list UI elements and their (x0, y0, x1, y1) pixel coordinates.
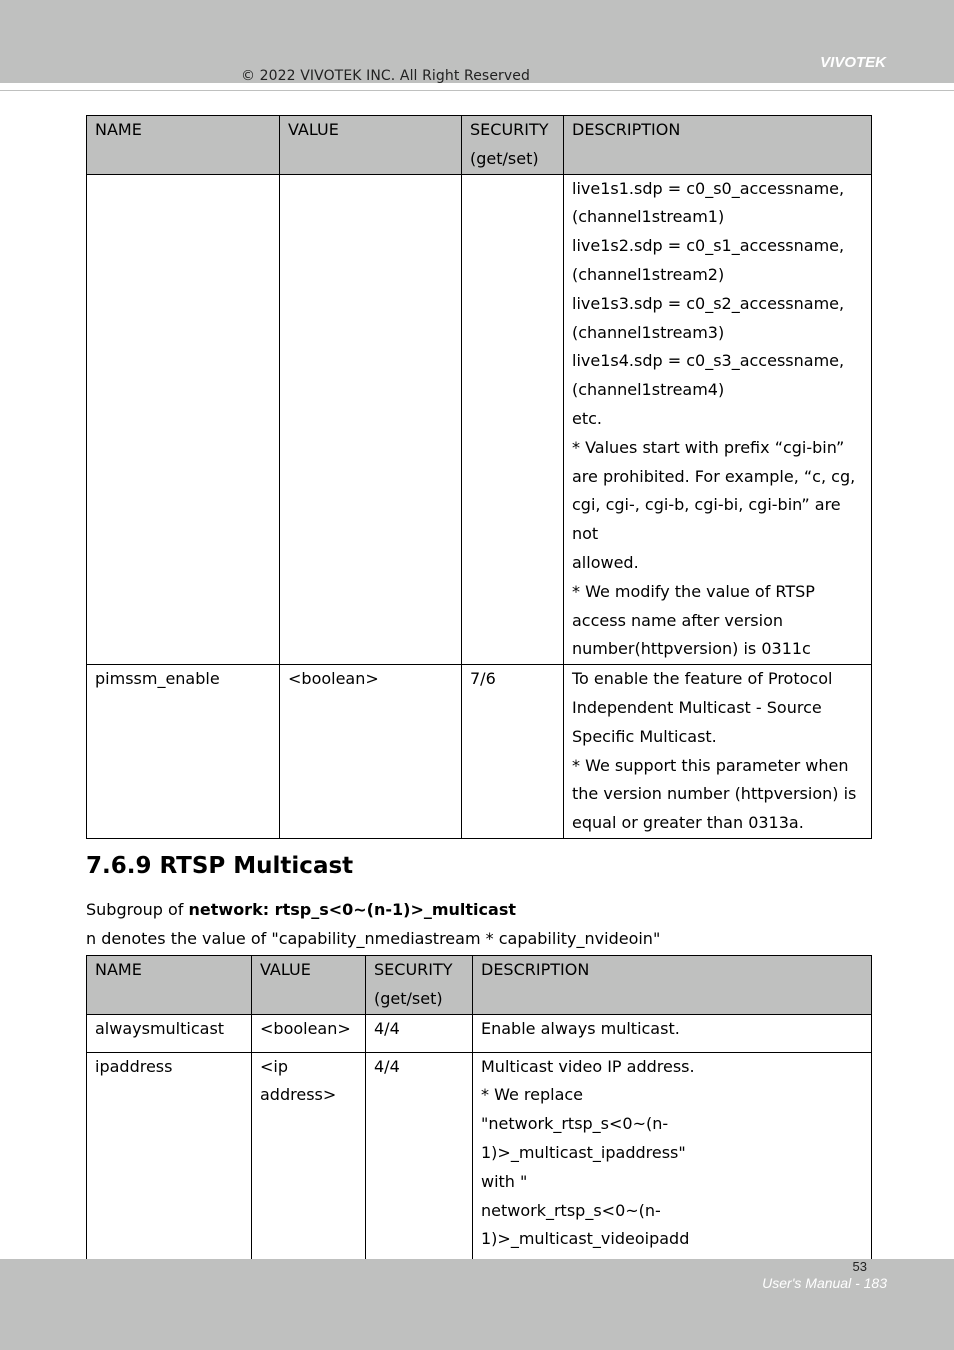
description-line: (channel1stream4) (572, 380, 725, 400)
cell-name (87, 174, 280, 665)
description-line: allowed. (572, 552, 639, 572)
col-header-description: DESCRIPTION (473, 956, 872, 1015)
description-line: Independent Multicast - Source (572, 697, 822, 717)
cell-security: 7/6 (462, 665, 564, 839)
value-line: <ip (260, 1056, 289, 1076)
table-row (87, 174, 872, 665)
parameter-table-2 (86, 955, 872, 1284)
description-line: live1s2.sdp = c0_s1_accessname, (572, 236, 845, 256)
subgroup-prefix: Subgroup of (86, 900, 189, 919)
manual-page-label: User's Manual - 183 (762, 1275, 887, 1291)
cell-security: 4/4 (366, 1052, 473, 1283)
cell-security: 4/4 (366, 1014, 473, 1052)
cell-description (473, 1014, 872, 1052)
footer-band (0, 1259, 954, 1350)
value-line: address> (260, 1085, 337, 1105)
col-header-name: NAME (87, 116, 280, 175)
section-title: 7.6.9 RTSP Multicast (86, 853, 354, 879)
description-line: * We modify the value of RTSP (572, 581, 815, 601)
description-line: * We support this parameter when (572, 755, 849, 775)
header-rule (0, 90, 954, 91)
subgroup-note: n denotes the value of "capability_nmediastream * capability_nvideoin" (86, 929, 661, 948)
description-line: (channel1stream3) (572, 322, 725, 342)
description-line: Enable always multicast. (481, 1018, 680, 1038)
table-header-row (87, 116, 872, 175)
description-line: (channel1stream1) (572, 207, 725, 227)
description-line: * We replace (481, 1085, 584, 1105)
table-row (87, 665, 872, 839)
description-line: Specific Multicast. (572, 726, 717, 746)
page-number: 53 (852, 1259, 867, 1274)
description-line: are prohibited. For example, “c, cg, (572, 466, 856, 486)
subgroup-name: network: rtsp_s<0~(n-1)>_multicast (188, 900, 516, 919)
cell-description (564, 665, 872, 839)
cell-value (252, 1052, 366, 1283)
copyright-text: © 2022 VIVOTEK INC. All Right Reserved (241, 68, 530, 84)
col-header-name: NAME (87, 956, 252, 1015)
cell-value (252, 1014, 366, 1052)
description-line: To enable the feature of Protocol (572, 669, 833, 689)
description-line: * Values start with prefix “cgi-bin” (572, 437, 845, 457)
description-line: with " (481, 1171, 528, 1191)
description-line: (channel1stream2) (572, 264, 725, 284)
subgroup-line (86, 900, 516, 919)
cell-value (280, 174, 462, 665)
parameter-table-1 (86, 115, 872, 839)
cell-name: pimssm_enable (87, 665, 280, 839)
description-line: number(httpversion) is 0311c (572, 639, 811, 659)
description-line: etc. (572, 408, 602, 428)
description-line: cgi, cgi-, cgi-b, cgi-bi, cgi-bin” are not (572, 495, 841, 544)
table-row (87, 1052, 872, 1283)
cell-description (473, 1052, 872, 1283)
col-header-description: DESCRIPTION (564, 116, 872, 175)
description-line: live1s3.sdp = c0_s2_accessname, (572, 293, 845, 313)
table-row (87, 1014, 872, 1052)
description-line: the version number (httpversion) is (572, 784, 857, 804)
cell-value: <boolean> (280, 665, 462, 839)
col-header-value: VALUE (280, 116, 462, 175)
description-line: access name after version (572, 610, 783, 630)
col-header-value: VALUE (252, 956, 366, 1015)
cell-security (462, 174, 564, 665)
description-line: network_rtsp_s<0~(n-1)>_multicast_videoipadd (481, 1200, 690, 1249)
cell-name: ipaddress (87, 1052, 252, 1283)
description-line: live1s1.sdp = c0_s0_accessname, (572, 178, 845, 198)
description-line: equal or greater than 0313a. (572, 813, 804, 833)
value-line: <boolean> (260, 1018, 351, 1038)
brand-logo-text: VIVOTEK (820, 54, 886, 71)
description-line: Multicast video IP address. (481, 1056, 695, 1076)
description-line: live1s4.sdp = c0_s3_accessname, (572, 351, 845, 371)
description-line: "network_rtsp_s<0~(n-1)>_multicast_ipaddress" (481, 1114, 686, 1162)
cell-description (564, 174, 872, 665)
table-header-row (87, 956, 872, 1015)
cell-name: alwaysmulticast (87, 1014, 252, 1052)
col-header-security: SECURITY (get/set) (462, 116, 564, 175)
col-header-security: SECURITY (get/set) (366, 956, 473, 1015)
